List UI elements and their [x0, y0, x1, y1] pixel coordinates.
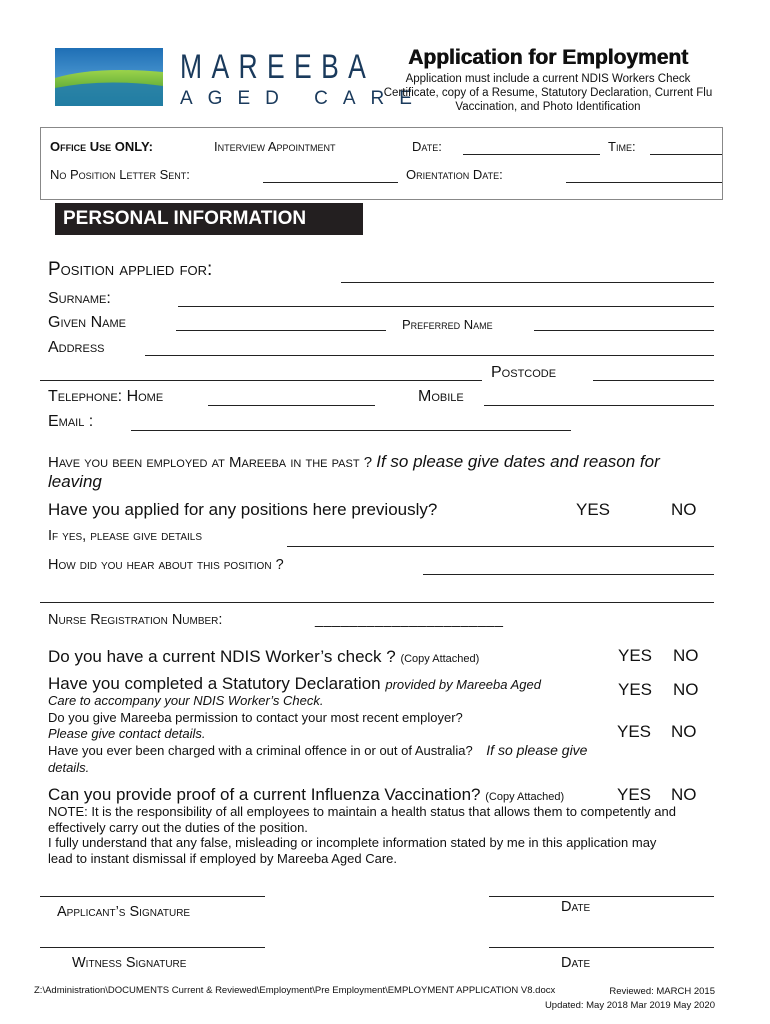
office-use-box — [40, 127, 723, 200]
footer-reviewed: Reviewed: MARCH 2015 — [609, 986, 715, 997]
surname-label: Surname: — [48, 290, 111, 307]
footer-updated: Updated: May 2018 Mar 2019 May 2020 — [544, 1000, 715, 1011]
postcode-label: Postcode — [491, 364, 557, 381]
stat-dec-no[interactable]: NO — [673, 680, 699, 699]
surname-field[interactable] — [178, 306, 714, 307]
stat-dec-yes[interactable]: YES — [618, 680, 653, 699]
no-position-field[interactable] — [263, 182, 398, 183]
applicant-signature-field[interactable] — [40, 896, 265, 897]
ndis-copy-attached: (Copy Attached) — [400, 653, 480, 665]
how-hear-label: How did you hear about this position ? — [48, 557, 284, 573]
witness-signature-field[interactable] — [40, 947, 265, 948]
address-label: Address — [48, 339, 105, 356]
ndis-no[interactable]: NO — [673, 646, 699, 665]
ndis-check-label: Do you have a current NDIS Worker’s check ? — [48, 647, 396, 666]
given-name-label: Given Name — [48, 314, 126, 331]
criminal-question — [48, 742, 718, 776]
position-label: Position applied for: — [48, 259, 213, 280]
contact-yes[interactable]: YES — [617, 722, 652, 741]
flu-copy-attached: (Copy Attached) — [485, 791, 565, 803]
time-field[interactable] — [650, 154, 722, 155]
contact-employer-question: Do you give Mareeba permission to contact your most recent employer? — [48, 710, 463, 725]
mobile-field[interactable] — [484, 405, 714, 406]
orientation-field[interactable] — [566, 182, 722, 183]
position-field[interactable] — [341, 282, 714, 283]
address-field[interactable] — [145, 355, 714, 356]
stat-dec-label: Have you completed a Statutory Declaration — [48, 674, 381, 693]
no-position-label: No Position Letter Sent: — [50, 167, 190, 182]
date-field[interactable] — [463, 154, 600, 155]
witness-signature-label: Witness Signature — [72, 955, 187, 971]
preferred-name-field[interactable] — [534, 330, 714, 331]
witness-date-label: Date — [561, 955, 591, 971]
employed-past-hint: If so please give dates and reason for leaving — [48, 452, 660, 491]
criminal-label: Have you ever been charged with a criminal offence in or out of Australia? — [48, 743, 473, 758]
contact-employer-hint: Please give contact details. — [48, 726, 206, 741]
mobile-label: Mobile — [418, 388, 464, 405]
postcode-field[interactable] — [593, 380, 714, 381]
stat-dec-hint-2: Care to accompany your NDIS Worker’s Check. — [48, 693, 324, 708]
stat-dec-hint: provided by Mareeba Aged — [385, 677, 541, 692]
applied-before-yes[interactable]: YES — [576, 500, 611, 519]
if-yes-label: If yes, please give details — [48, 528, 203, 544]
ndis-yes[interactable]: YES — [618, 646, 653, 665]
given-name-field[interactable] — [176, 330, 386, 331]
time-label: Time: — [608, 139, 636, 154]
office-use-label: Office Use ONLY: — [50, 139, 154, 154]
contact-no[interactable]: NO — [671, 722, 697, 741]
applicant-signature-label: Applicant’s Signature — [57, 904, 191, 920]
telephone-field[interactable] — [208, 405, 375, 406]
orientation-label: Orientation Date: — [406, 167, 503, 182]
logo-image — [55, 48, 163, 106]
nurse-reg-label: Nurse Registration Number: — [48, 612, 223, 628]
telephone-label: Telephone: Home — [48, 388, 164, 405]
employed-past-label: Have you been employed at Mareeba in the past ? — [48, 454, 373, 471]
preferred-name-label: Preferred Name — [402, 317, 493, 332]
date-label: Date: — [412, 139, 442, 154]
note-text: NOTE: It is the responsibility of all employees to maintain a health status that allows them to competently and effectively carry out the duties of the position. — [48, 804, 676, 835]
email-field[interactable] — [131, 430, 571, 431]
flu-no[interactable]: NO — [671, 785, 697, 804]
flu-yes[interactable]: YES — [617, 785, 652, 804]
flu-label: Can you provide proof of a current Influenza Vaccination? — [48, 785, 481, 804]
section-title: PERSONAL INFORMATION — [55, 203, 363, 235]
understand-text: I fully understand that any false, misleading or incomplete information stated by me in this application may lead to instant dismissal if employed by Mareeba Aged Care. — [48, 835, 657, 866]
footer-revision — [520, 985, 715, 1013]
page-title: Application for Employment — [407, 46, 688, 69]
nurse-reg-field[interactable]: ______________________ — [315, 612, 504, 628]
applied-before-no[interactable]: NO — [671, 500, 697, 519]
brand-tagline: AGED CARE — [180, 88, 427, 109]
criminal-hint: If so please give — [486, 742, 588, 758]
employed-past-question — [48, 452, 718, 492]
ndis-check-question — [48, 647, 479, 667]
applicant-date-label: Date — [561, 899, 591, 915]
interview-label: Interview Appointment — [214, 139, 336, 154]
address-field-line2[interactable] — [40, 380, 482, 381]
how-hear-field-line2[interactable] — [40, 602, 714, 603]
applied-before-question: Have you applied for any positions here previously? — [48, 500, 438, 519]
how-hear-field[interactable] — [423, 574, 714, 575]
if-yes-field[interactable] — [287, 546, 714, 547]
flu-question — [48, 785, 564, 805]
stat-dec-question — [48, 674, 541, 694]
criminal-hint-2: details. — [48, 760, 90, 775]
applicant-date-field[interactable] — [489, 896, 714, 897]
footer-path: Z:\Administration\DOCUMENTS Current & Reviewed\Employment\Pre Employment\EMPLOYMENT APPLICATION V8.docx — [34, 985, 556, 996]
page-subtitle: Application must include a current NDIS Workers Check Certificate, copy of a Resume, Statutory Declaration, Current Flu Vaccination, and Photo Identification — [383, 73, 713, 113]
witness-date-field[interactable] — [489, 947, 714, 948]
brand-name: MAREEBA — [180, 48, 376, 86]
email-label: Email : — [48, 413, 94, 430]
